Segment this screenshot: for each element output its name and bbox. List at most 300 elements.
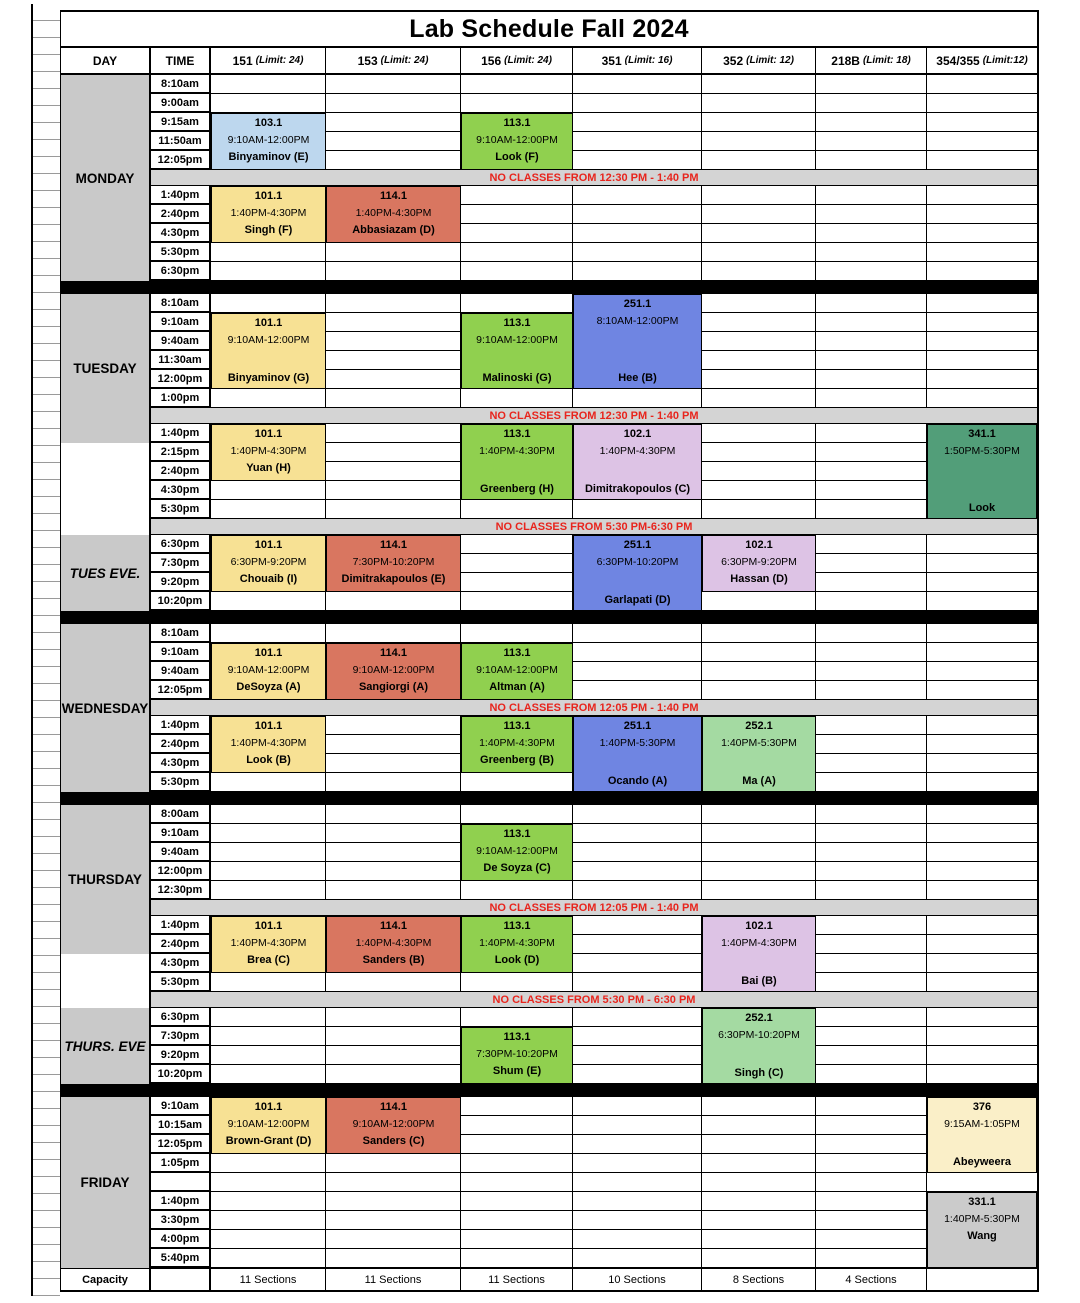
- class-block-course: 376: [972, 1101, 992, 1113]
- class-block-instructor: Greenberg (B): [480, 754, 554, 766]
- class-block-time: 9:10AM-12:00PM: [352, 664, 435, 676]
- class-block-time: 6:30PM-10:20PM: [718, 1029, 800, 1041]
- grid-cell: [326, 1027, 461, 1046]
- grid-cell: [211, 973, 326, 992]
- time-cell: 8:10am: [151, 624, 211, 643]
- grid-cell: [702, 1192, 816, 1211]
- grid-cell: [211, 843, 326, 862]
- class-block-course: 101.1: [254, 539, 283, 551]
- grid-cell: [573, 1008, 702, 1027]
- grid-cell: [573, 1249, 702, 1268]
- schedule-body: [61, 75, 1037, 1268]
- capacity-value: 11 Sections: [326, 1269, 461, 1290]
- grid-cell: [816, 535, 927, 554]
- class-block-time: 6:30PM-9:20PM: [721, 556, 797, 568]
- class-block: [461, 824, 573, 881]
- day-section-thurs-eve: [61, 1008, 1037, 1084]
- time-cell: 10:15am: [151, 1116, 211, 1135]
- grid-cell: [461, 186, 573, 205]
- time-cell: 4:30pm: [151, 954, 211, 973]
- grid-cell: [573, 262, 702, 281]
- day-cell: [61, 624, 151, 792]
- class-block: [461, 716, 573, 773]
- grid-cell: [927, 535, 1037, 554]
- class-block-instructor: Look: [968, 502, 996, 514]
- grid-cell: [927, 935, 1037, 954]
- class-block-course: 341.1: [968, 428, 996, 440]
- grid-cell: [702, 443, 816, 462]
- time-cell: 9:40am: [151, 662, 211, 681]
- class-block-instructor: Look (F): [495, 151, 539, 163]
- grid-cell: [927, 1008, 1037, 1027]
- class-block: [326, 916, 461, 973]
- class-block-course: 113.1: [503, 647, 531, 659]
- class-block-course: 114.1: [380, 920, 407, 932]
- day-label-area: [61, 535, 149, 611]
- grid-cell: [816, 1097, 927, 1116]
- day-grid: [151, 805, 1037, 1008]
- grid-cell: [461, 573, 573, 592]
- time-cell: 1:00pm: [151, 389, 211, 408]
- class-block-time: 1:40PM-4:30PM: [355, 207, 432, 219]
- column-header: [927, 48, 1037, 73]
- grid-cell: [211, 1249, 326, 1268]
- class-block-instructor: Sanders (C): [362, 1135, 425, 1147]
- grid-cell: [461, 554, 573, 573]
- column-header-limit: (Limit: 16): [624, 55, 673, 66]
- grid-cell: [816, 132, 927, 151]
- class-block-instructor: Garlapati (D): [604, 594, 671, 606]
- class-block-time: 9:10AM-12:00PM: [476, 845, 558, 857]
- day-cell-blank: [61, 443, 149, 535]
- grid-cell: [326, 1065, 461, 1084]
- grid-cell: [927, 843, 1037, 862]
- grid-cell: [702, 332, 816, 351]
- grid-cell: [816, 554, 927, 573]
- class-block-course: 113.1: [503, 117, 531, 129]
- grid-cell: [573, 389, 702, 408]
- grid-cell: [702, 481, 816, 500]
- grid-cell: [211, 294, 326, 313]
- class-block-time: 9:10AM-12:00PM: [227, 1118, 310, 1130]
- grid-cell: [461, 773, 573, 792]
- class-block: [573, 294, 702, 389]
- grid-cell: [573, 954, 702, 973]
- grid-cell: [211, 389, 326, 408]
- class-block-instructor: Bai (B): [741, 975, 777, 987]
- column-header: [326, 48, 461, 73]
- class-block: [211, 1097, 326, 1154]
- grid-cell: [927, 592, 1037, 611]
- grid-cell: [702, 205, 816, 224]
- time-cell: 4:30pm: [151, 754, 211, 773]
- grid-cell: [927, 243, 1037, 262]
- class-block-time: 1:40PM-4:30PM: [479, 937, 555, 949]
- class-block-course: 101.1: [254, 920, 283, 932]
- grid-cell: [461, 1154, 573, 1173]
- class-block-course: 252.1: [745, 1012, 773, 1024]
- grid-cell: [927, 205, 1037, 224]
- time-cell: 9:20pm: [151, 1046, 211, 1065]
- grid-cell: [927, 332, 1037, 351]
- grid-cell: [326, 1154, 461, 1173]
- grid-cell: [211, 1027, 326, 1046]
- no-classes-bar: NO CLASSES FROM 12:30 PM - 1:40 PM: [151, 170, 1037, 186]
- time-cell: 2:40pm: [151, 205, 211, 224]
- grid-cell: [573, 862, 702, 881]
- day-grid: [151, 75, 1037, 281]
- grid-cell: [326, 1173, 461, 1192]
- grid-cell: [326, 716, 461, 735]
- grid-cell: [211, 1154, 326, 1173]
- grid-cell: [573, 805, 702, 824]
- grid-cell: [816, 205, 927, 224]
- grid-cell: [461, 881, 573, 900]
- grid-cell: [573, 1097, 702, 1116]
- grid-cell: [702, 389, 816, 408]
- class-block: [927, 1097, 1037, 1173]
- class-block-time: 6:30PM-9:20PM: [230, 556, 307, 568]
- grid-cell: [461, 1008, 573, 1027]
- column-header-limit: (Limit:12): [982, 55, 1028, 66]
- no-classes-bar: NO CLASSES FROM 5:30 PM-6:30 PM: [151, 519, 1037, 535]
- time-cell: 1:40pm: [151, 186, 211, 205]
- class-block-time: 9:10AM-12:00PM: [227, 664, 310, 676]
- class-block-time: 6:30PM-10:20PM: [596, 556, 679, 568]
- grid-cell: [573, 205, 702, 224]
- class-block-course: 114.1: [380, 190, 407, 202]
- grid-cell: [816, 1065, 927, 1084]
- grid-cell: [816, 313, 927, 332]
- time-cell: 10:20pm: [151, 592, 211, 611]
- class-block-instructor: Greenberg (H): [480, 483, 554, 495]
- class-block-instructor: DeSoyza (A): [236, 681, 301, 693]
- grid-cell: [816, 592, 927, 611]
- class-block: [211, 916, 326, 973]
- grid-cell: [816, 1046, 927, 1065]
- grid-cell: [211, 75, 326, 94]
- grid-cell: [816, 916, 927, 935]
- class-block: [326, 643, 461, 700]
- grid-cell: [702, 75, 816, 94]
- class-block-course: 113.1: [503, 428, 531, 440]
- grid-cell: [211, 824, 326, 843]
- grid-cell: [211, 94, 326, 113]
- grid-cell: [702, 1173, 816, 1192]
- header-row: [61, 48, 1037, 75]
- day-cell-blank: [61, 954, 149, 1008]
- grid-cell: [702, 1230, 816, 1249]
- grid-cell: [211, 1230, 326, 1249]
- time-cell: 10:20pm: [151, 1065, 211, 1084]
- time-cell: 1:40pm: [151, 716, 211, 735]
- class-block-time: 9:15AM-1:05PM: [944, 1118, 1020, 1130]
- class-block-time: 1:40PM-4:30PM: [599, 445, 676, 457]
- class-block-time: 9:10AM-12:00PM: [227, 134, 310, 146]
- grid-cell: [326, 824, 461, 843]
- grid-cell: [211, 262, 326, 281]
- grid-cell: [702, 186, 816, 205]
- column-header: [573, 48, 702, 73]
- grid-cell: [702, 1249, 816, 1268]
- class-block: [573, 424, 702, 500]
- grid-cell: [326, 973, 461, 992]
- day-label: TUESDAY: [73, 361, 137, 376]
- grid-cell: [326, 624, 461, 643]
- grid-cell: [702, 424, 816, 443]
- column-header: [151, 48, 211, 73]
- grid-cell: [326, 1230, 461, 1249]
- grid-cell: [461, 592, 573, 611]
- grid-cell: [461, 1230, 573, 1249]
- grid-cell: [702, 294, 816, 313]
- day-cell: [61, 805, 151, 1008]
- grid-cell: [326, 862, 461, 881]
- class-block-instructor: Malinoski (G): [482, 372, 552, 384]
- grid-cell: [927, 735, 1037, 754]
- class-block-instructor: Binyaminov (G): [227, 372, 310, 384]
- class-block: [211, 643, 326, 700]
- column-header-number: 151: [232, 53, 253, 68]
- grid-cell: [816, 389, 927, 408]
- grid-cell: [326, 1211, 461, 1230]
- grid-cell: [816, 643, 927, 662]
- grid-cell: [927, 954, 1037, 973]
- grid-cell: [702, 1097, 816, 1116]
- grid-cell: [927, 573, 1037, 592]
- grid-cell: [816, 1027, 927, 1046]
- schedule-table: [59, 10, 1039, 1292]
- column-header-number: 354/355: [936, 53, 980, 68]
- class-block-course: 101.1: [254, 647, 283, 659]
- grid-cell: [573, 1154, 702, 1173]
- grid-cell: [702, 624, 816, 643]
- class-block-instructor: Ocando (A): [607, 775, 668, 787]
- grid-cell: [573, 973, 702, 992]
- class-block-time: 1:40PM-4:30PM: [479, 737, 555, 749]
- grid-cell: [927, 662, 1037, 681]
- class-block-instructor: Sanders (B): [362, 954, 425, 966]
- column-header-limit: (Limit: 12): [746, 55, 794, 66]
- grid-cell: [573, 1065, 702, 1084]
- column-header: [702, 48, 816, 73]
- spreadsheet-row-strip: [31, 4, 60, 1296]
- grid-cell: [326, 843, 461, 862]
- day-label: FRIDAY: [80, 1175, 130, 1190]
- grid-cell: [927, 643, 1037, 662]
- grid-cell: [816, 1249, 927, 1268]
- no-classes-bar: NO CLASSES FROM 12:30 PM - 1:40 PM: [151, 408, 1037, 424]
- class-block: [927, 1192, 1037, 1268]
- capacity-value: 10 Sections: [573, 1269, 702, 1290]
- column-header: [816, 48, 927, 73]
- class-block-time: 1:40PM-4:30PM: [230, 207, 307, 219]
- grid-cell: [326, 500, 461, 519]
- column-header-number: 218B: [831, 53, 860, 68]
- time-cell: 2:40pm: [151, 935, 211, 954]
- class-block-time: 8:10AM-12:00PM: [596, 315, 679, 327]
- capacity-value: 11 Sections: [461, 1269, 573, 1290]
- day-label-area: [61, 294, 149, 443]
- class-block-time: 7:30PM-10:20PM: [476, 1048, 558, 1060]
- column-header-number: 156: [481, 53, 502, 68]
- grid-cell: [927, 554, 1037, 573]
- grid-cell: [573, 824, 702, 843]
- grid-cell: [702, 151, 816, 170]
- column-header-limit: (Limit: 24): [255, 55, 304, 66]
- day-grid: [151, 294, 1037, 535]
- grid-cell: [326, 132, 461, 151]
- time-cell: 1:40pm: [151, 1192, 211, 1211]
- grid-cell: [326, 773, 461, 792]
- time-cell: 12:05pm: [151, 1135, 211, 1154]
- grid-cell: [927, 824, 1037, 843]
- class-block-instructor: Hassan (D): [730, 573, 788, 585]
- time-cell: 12:05pm: [151, 681, 211, 700]
- day-cell: [61, 535, 151, 611]
- grid-cell: [816, 662, 927, 681]
- capacity-label: Capacity: [61, 1269, 151, 1290]
- grid-cell: [702, 1116, 816, 1135]
- day-section-wednesday: [61, 624, 1037, 792]
- grid-cell: [573, 935, 702, 954]
- grid-cell: [211, 592, 326, 611]
- time-cell: 1:40pm: [151, 424, 211, 443]
- grid-cell: [816, 881, 927, 900]
- grid-cell: [573, 881, 702, 900]
- grid-cell: [326, 1008, 461, 1027]
- day-cell: [61, 1097, 151, 1268]
- class-block: [702, 916, 816, 992]
- day-section-friday: [61, 1097, 1037, 1268]
- grid-cell: [326, 313, 461, 332]
- day-section-monday: [61, 75, 1037, 281]
- time-cell: 7:30pm: [151, 1027, 211, 1046]
- class-block-course: 102.1: [623, 428, 652, 440]
- grid-cell: [927, 313, 1037, 332]
- time-cell: 2:40pm: [151, 735, 211, 754]
- grid-cell: [461, 1173, 573, 1192]
- class-block: [573, 535, 702, 611]
- grid-cell: [702, 681, 816, 700]
- grid-cell: [927, 1065, 1037, 1084]
- grid-cell: [573, 1192, 702, 1211]
- grid-cell: [326, 754, 461, 773]
- lab-schedule-page: [32, 10, 1039, 1292]
- class-block: [461, 113, 573, 170]
- grid-cell: [927, 881, 1037, 900]
- column-header-limit: (Limit: 24): [504, 55, 552, 66]
- class-block-course: 251.1: [623, 539, 652, 551]
- day-cell: [61, 1008, 151, 1084]
- grid-cell: [573, 224, 702, 243]
- grid-cell: [326, 1046, 461, 1065]
- grid-cell: [461, 1135, 573, 1154]
- grid-cell: [211, 624, 326, 643]
- class-block-instructor: Wang: [967, 1230, 997, 1242]
- grid-cell: [702, 370, 816, 389]
- grid-cell: [927, 389, 1037, 408]
- grid-cell: [816, 294, 927, 313]
- grid-cell: [573, 1027, 702, 1046]
- grid-cell: [461, 389, 573, 408]
- day-grid: [151, 535, 1037, 611]
- grid-cell: [211, 862, 326, 881]
- day-label-area: [61, 1008, 149, 1084]
- grid-cell: [326, 389, 461, 408]
- grid-cell: [461, 624, 573, 643]
- class-block-instructor: Ma (A): [742, 775, 776, 787]
- grid-cell: [461, 205, 573, 224]
- class-block-time: 1:40PM-5:30PM: [599, 737, 676, 749]
- class-block: [461, 643, 573, 700]
- time-cell: 11:30am: [151, 351, 211, 370]
- class-block-time: 9:10AM-12:00PM: [476, 334, 558, 346]
- time-cell: 4:30pm: [151, 224, 211, 243]
- day-section-thursday: [61, 805, 1037, 1008]
- grid-cell: [816, 862, 927, 881]
- grid-cell: [816, 1211, 927, 1230]
- day-label: THURS. EVE: [64, 1038, 146, 1054]
- time-cell: 5:30pm: [151, 973, 211, 992]
- grid-cell: [326, 592, 461, 611]
- grid-cell: [816, 681, 927, 700]
- grid-cell: [927, 681, 1037, 700]
- grid-cell: [326, 94, 461, 113]
- grid-cell: [211, 805, 326, 824]
- class-block: [461, 1027, 573, 1084]
- grid-cell: [702, 500, 816, 519]
- column-header-number: 153: [357, 53, 378, 68]
- grid-cell: [816, 1116, 927, 1135]
- grid-cell: [211, 881, 326, 900]
- grid-cell: [211, 500, 326, 519]
- grid-cell: [816, 481, 927, 500]
- grid-cell: [211, 1046, 326, 1065]
- day-section-tuesday: [61, 294, 1037, 535]
- capacity-value: [927, 1269, 1037, 1290]
- class-block: [461, 424, 573, 500]
- time-cell: 1:05pm: [151, 1154, 211, 1173]
- grid-cell: [927, 186, 1037, 205]
- time-cell: 12:05pm: [151, 151, 211, 170]
- time-cell: 2:15pm: [151, 443, 211, 462]
- grid-cell: [816, 805, 927, 824]
- time-cell: 9:20pm: [151, 573, 211, 592]
- capacity-value: 11 Sections: [211, 1269, 326, 1290]
- class-block: [461, 313, 573, 389]
- day-label: TUES EVE.: [69, 565, 141, 581]
- class-block-time: 1:40PM-4:30PM: [230, 937, 307, 949]
- grid-cell: [326, 113, 461, 132]
- class-block-instructor: Binyaminov (E): [228, 151, 309, 163]
- grid-cell: [927, 113, 1037, 132]
- time-cell: 8:00am: [151, 805, 211, 824]
- grid-cell: [927, 773, 1037, 792]
- grid-cell: [816, 243, 927, 262]
- column-header-number: 352: [723, 53, 744, 68]
- grid-cell: [702, 843, 816, 862]
- no-classes-bar: NO CLASSES FROM 5:30 PM - 6:30 PM: [151, 992, 1037, 1008]
- class-block: [211, 535, 326, 592]
- column-header-limit: (Limit: 24): [380, 55, 429, 66]
- no-classes-bar: NO CLASSES FROM 12:05 PM - 1:40 PM: [151, 700, 1037, 716]
- grid-cell: [702, 1154, 816, 1173]
- grid-cell: [816, 935, 927, 954]
- grid-cell: [211, 1008, 326, 1027]
- class-block-time: 9:10AM-12:00PM: [352, 1118, 435, 1130]
- grid-cell: [927, 351, 1037, 370]
